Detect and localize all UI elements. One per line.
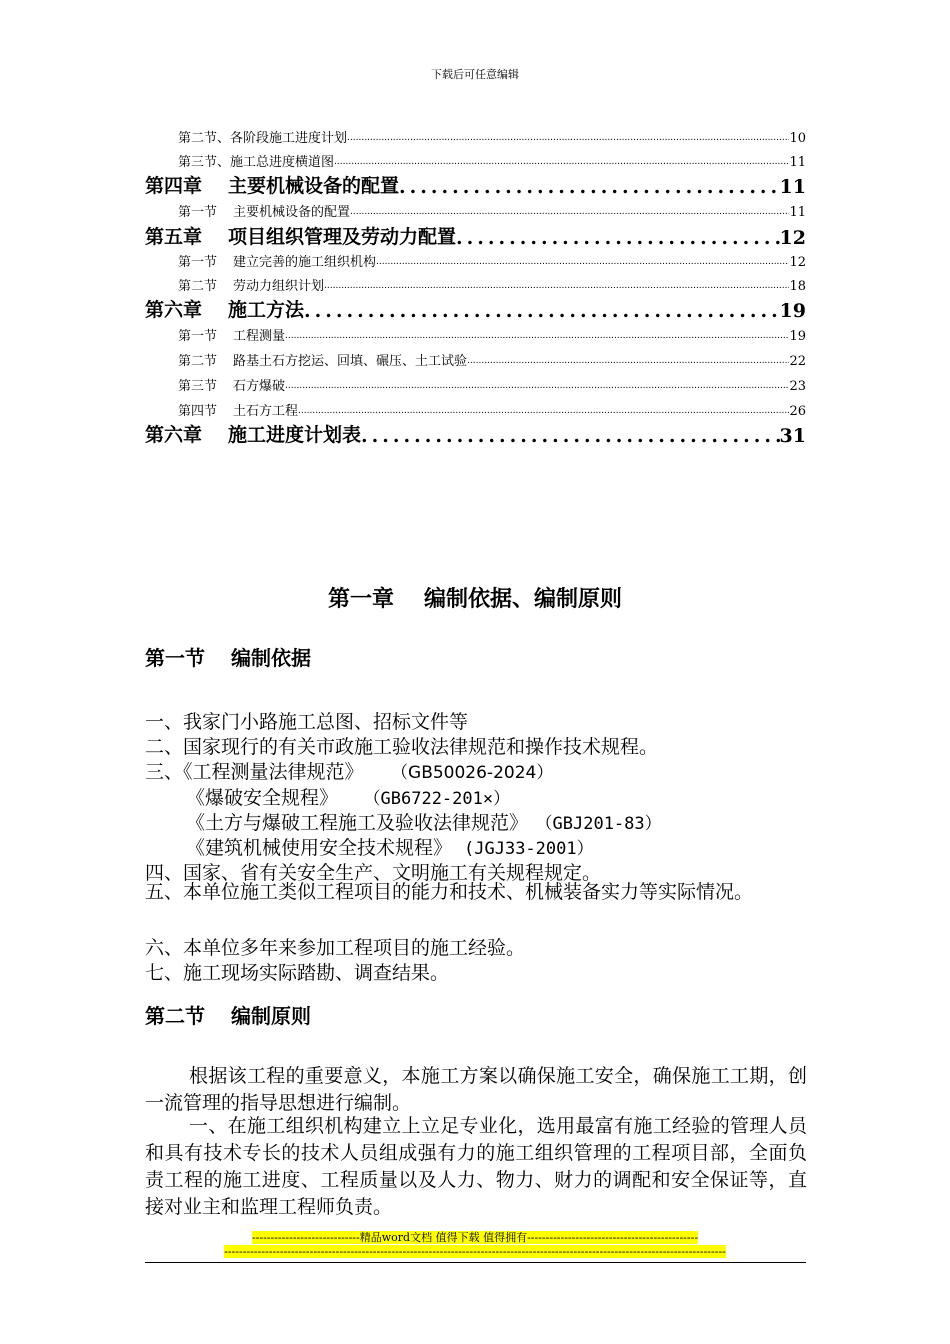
toc-entry-page: 23 xyxy=(789,379,806,394)
toc-entry-title: 劳动力组织计划 xyxy=(233,279,325,294)
toc-entry-page: 22 xyxy=(789,354,806,369)
toc-entry-number: 第六章 xyxy=(145,299,203,321)
section-number: 第一节 xyxy=(145,646,205,670)
toc-entry-title: 土石方工程 xyxy=(233,404,299,419)
toc-leader xyxy=(376,252,789,270)
toc-leader xyxy=(456,225,780,249)
toc-entry-page: 11 xyxy=(789,155,806,170)
toc-entry-title: 建立完善的施工组织机构 xyxy=(233,255,377,270)
footer-banner-rule: --------------------------------------------------------------------------------------------------------------------------------------- xyxy=(224,1245,726,1258)
toc-leader xyxy=(334,152,789,170)
toc-entry-number: 第三节 xyxy=(178,379,218,394)
toc-entry[interactable] xyxy=(178,202,806,220)
toc-entry-page: 19 xyxy=(789,329,806,344)
toc-entry-page: 10 xyxy=(789,131,806,146)
toc-entry-page: 11 xyxy=(779,176,806,198)
chapter-heading-text: 编制依据、编制原则 xyxy=(424,586,623,612)
toc-chapter-entry[interactable] xyxy=(145,225,806,249)
toc-entry[interactable] xyxy=(178,276,806,294)
body-paragraph: 根据该工程的重要意义，本施工方案以确保施工安全，确保施工工期，创一流管理的指导思想进行编制。 xyxy=(145,1065,807,1114)
toc-entry-number: 第一节 xyxy=(178,255,218,270)
toc-leader xyxy=(467,351,789,369)
section-heading-text: 编制原则 xyxy=(231,1004,311,1028)
list-item: 三、《工程测量法律规范》 （GB50026-2024） xyxy=(145,761,554,783)
toc-entry-page: 11 xyxy=(789,205,806,220)
toc-entry[interactable] xyxy=(178,326,806,344)
toc-entry[interactable] xyxy=(178,252,806,270)
section-heading-text: 编制依据 xyxy=(231,646,311,670)
toc-entry-title: 主要机械设备的配置 xyxy=(233,205,351,220)
toc-entry-page: 26 xyxy=(789,404,806,419)
toc-entry-number: 第一节 xyxy=(178,329,218,344)
toc-entry-number: 第四章 xyxy=(145,175,203,197)
toc-entry-page: 19 xyxy=(779,300,806,322)
toc-entry-number: 第一节 xyxy=(178,205,218,220)
toc-entry-title: 石方爆破 xyxy=(233,379,286,394)
list-item: 一、我家门小路施工总图、招标文件等 xyxy=(145,711,469,733)
toc-entry-number: 第二节 xyxy=(178,354,218,369)
page-header: 下载后可任意编辑 xyxy=(431,68,519,81)
list-item: 七、施工现场实际踏勘、调查结果。 xyxy=(145,962,450,984)
toc-chapter-entry[interactable] xyxy=(145,298,806,322)
body-paragraph: 一、在施工组织机构建立上立足专业化，选用最富有施工经验的管理人员和具有技术专长的技术人员组成强有力的施工组织管理的工程项目部，全面负责工程的施工进度、工程质量以及人力、物力、财力的调配和安全保证等，直接对业主和监理工程师负责。 xyxy=(145,1115,807,1218)
toc-entry-number: 第五章 xyxy=(145,226,203,248)
section-title xyxy=(145,642,311,671)
section-title xyxy=(145,1000,311,1029)
toc-entry[interactable] xyxy=(178,128,806,146)
toc-leader xyxy=(324,276,789,294)
list-item: 《建筑机械使用安全技术规程》 (JGJ33-2001） xyxy=(186,837,594,859)
toc-entry-number: 第四节 xyxy=(178,404,218,419)
toc-entry-title: 项目组织管理及劳动力配置 xyxy=(228,226,457,248)
toc-entry-page: 31 xyxy=(779,425,806,447)
toc-leader xyxy=(304,298,780,322)
list-item: 四、国家、省有关安全生产、文明施工有关规程规定。 xyxy=(145,862,602,884)
footer-banner: -----------------------------精品word文档 值得下载 值得拥有---------------------------------------------- xyxy=(251,1231,699,1244)
toc-entry-title: 施工进度计划表 xyxy=(228,424,362,446)
toc-entry-page: 12 xyxy=(779,227,806,249)
toc-entry-title: 路基土石方挖运、回填、碾压、土工试验 xyxy=(233,354,468,369)
list-item: 五、本单位施工类似工程项目的能力和技术、机械装备实力等实际情况。 xyxy=(145,881,754,903)
chapter-number: 第一章 xyxy=(327,586,394,612)
toc-entry[interactable] xyxy=(178,376,806,394)
toc-leader xyxy=(298,401,789,419)
list-item: 《爆破安全规程》 （GB6722-201×） xyxy=(186,787,511,809)
toc-entry-title: 施工总进度横道图 xyxy=(230,155,335,170)
list-item: 《土方与爆破工程施工及验收法律规范》 （GBJ201-83） xyxy=(186,812,662,834)
toc-entry-title: 工程测量 xyxy=(233,329,286,344)
toc-leader xyxy=(285,326,789,344)
toc-entry-page: 12 xyxy=(789,255,806,270)
toc-leader xyxy=(350,202,789,220)
toc-entry-number: 第三节、 xyxy=(178,155,231,170)
chapter-title xyxy=(0,582,950,613)
toc-leader xyxy=(347,128,789,146)
toc-entry-number: 第二节 xyxy=(178,279,218,294)
toc-entry-title: 各阶段施工进度计划 xyxy=(230,131,348,146)
toc-entry-title: 主要机械设备的配置 xyxy=(228,175,400,197)
toc-leader xyxy=(361,423,780,447)
toc-entry[interactable] xyxy=(178,401,806,419)
toc-chapter-entry[interactable] xyxy=(145,174,806,198)
list-item: 六、本单位多年来参加工程项目的施工经验。 xyxy=(145,937,526,959)
toc-entry-page: 18 xyxy=(789,279,806,294)
toc-entry-title: 施工方法 xyxy=(228,299,305,321)
footer-divider xyxy=(145,1262,806,1263)
list-item: 二、国家现行的有关市政施工验收法律规范和操作技术规程。 xyxy=(145,736,659,758)
toc-leader xyxy=(399,174,780,198)
toc-entry-number: 第六章 xyxy=(145,424,203,446)
toc-entry[interactable] xyxy=(178,152,806,170)
toc-chapter-entry[interactable] xyxy=(145,423,806,447)
toc-leader xyxy=(285,376,789,394)
section-number: 第二节 xyxy=(145,1004,205,1028)
toc-entry[interactable] xyxy=(178,351,806,369)
toc-entry-number: 第二节、 xyxy=(178,131,231,146)
